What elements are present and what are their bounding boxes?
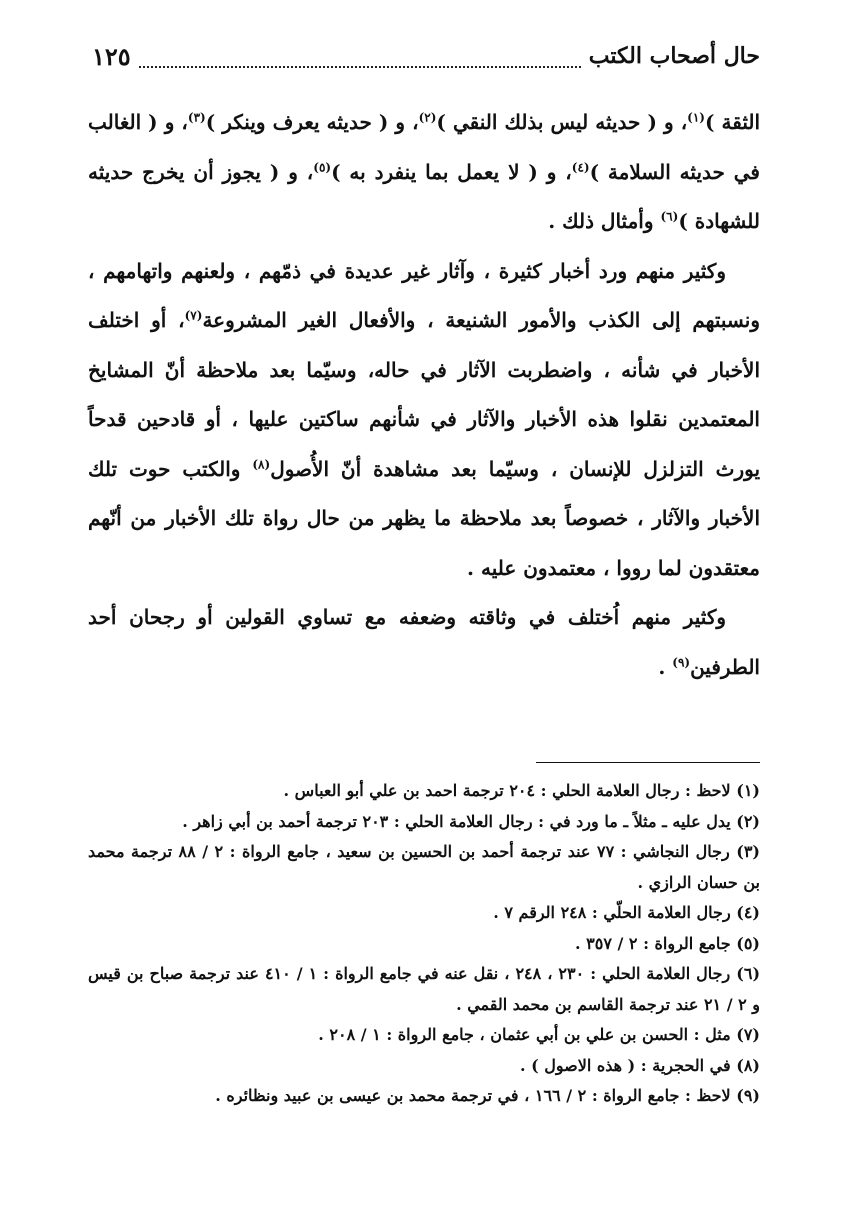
footnote-5 xyxy=(88,929,760,960)
footnote-6 xyxy=(88,959,760,1020)
footnote-text: رجال العلامة الحلّي : ٢٤٨ الرقم ٧ . xyxy=(493,903,731,922)
footnote-ref-4: (٤) xyxy=(571,159,590,174)
footnote-text: مثل : الحسن بن علي بن أبي عثمان ، جامع الرواة : ١ / ٢٠٨ . xyxy=(318,1025,731,1044)
leader-dots xyxy=(139,44,581,68)
text-run: ، و ( لا يعمل بما ينفرد به ) xyxy=(331,159,572,184)
footnote-4 xyxy=(88,898,760,929)
footnote-text: في الحجرية : ( هذه الاصول ) . xyxy=(519,1055,731,1075)
footnote-number: (٣) xyxy=(736,842,760,861)
text-run: ، و ( حديثه يعرف وينكر ) xyxy=(205,110,419,134)
footnote-number: (٩) xyxy=(736,1086,760,1105)
footnote-text: لاحظ : جامع الرواة : ٢ / ١٦٦ ، في ترجمة محمد بن عيسى بن عبيد ونظائره . xyxy=(215,1086,731,1105)
footnote-text: يدل عليه ـ مثلاً ـ ما ورد في : رجال العلامة الحلي : ٢٠٣ ترجمة أحمد بن أبي زاهر . xyxy=(182,811,731,831)
footnote-2 xyxy=(88,807,760,838)
paragraph-3 xyxy=(88,593,760,692)
running-header xyxy=(92,36,760,76)
paragraph-1 xyxy=(88,98,760,247)
main-text xyxy=(88,98,760,692)
footnote-number: (٧) xyxy=(736,1025,760,1044)
footnote-9 xyxy=(88,1081,760,1112)
chapter-title: حال أصحاب الكتب xyxy=(588,43,760,69)
paragraph-2 xyxy=(88,247,760,594)
footnote-text: رجال النجاشي : ٧٧ عند ترجمة أحمد بن الحسين بن سعيد ، جامع الرواة : ٢ / ٨٨ ترجمة محمد بن حسان الرازي . xyxy=(88,842,760,892)
text-run: وكثير منهم ورد أخبار كثيرة ، وآثار غير عديدة في ذمّهم ، ولعنهم واتهامهم ، ونسبتهم إلى الكذب والأمور الشنيعة ، والأفعال الغير المشروعة xyxy=(88,258,761,332)
footnote-number: (٥) xyxy=(736,933,760,953)
footnotes-section xyxy=(88,776,760,1112)
footnote-number: (١) xyxy=(736,781,760,800)
footnote-text: لاحظ : رجال العلامة الحلي : ٢٠٤ ترجمة احمد بن علي أبو العباس . xyxy=(283,781,731,800)
footnote-7 xyxy=(88,1020,760,1051)
footnote-ref-1: (١) xyxy=(687,110,705,125)
footnote-number: (٨) xyxy=(736,1055,760,1075)
footnote-number: (٢) xyxy=(736,811,760,831)
footnote-ref-5: (٥) xyxy=(313,159,332,174)
text-run: والكتب حوت تلك الأخبار والآثار ، خصوصاً بعد ملاحظة ما يظهر من حال رواة تلك الأخبار من أنّهم معتقدون لما رووا ، معتمدون عليه . xyxy=(88,456,760,580)
text-run: . xyxy=(658,654,673,679)
footnote-ref-2: (٢) xyxy=(418,110,437,125)
footnote-text: رجال العلامة الحلي : ٢٣٠ ، ٢٤٨ ، نقل عنه في جامع الرواة : ١ / ٤١٠ عند ترجمة صباح بن قيس و ٢ / ٢١ عند ترجمة القاسم بن محمد القمي . xyxy=(88,964,760,1014)
footnote-ref-8: (٨) xyxy=(252,456,271,471)
text-run: ، و ( الغالب في حديثه السلامة ) xyxy=(88,110,760,184)
text-run: الثقة ) xyxy=(704,110,761,134)
footnote-8 xyxy=(88,1051,760,1082)
footnote-separator xyxy=(536,762,760,763)
footnote-text: جامع الرواة : ٢ / ٣٥٧ . xyxy=(575,933,731,953)
text-run: ، و ( يجوز أن يخرج حديثه للشهادة ) xyxy=(88,159,760,233)
footnote-3 xyxy=(88,837,760,898)
footnote-ref-7: (٧) xyxy=(184,308,203,323)
page-number: ١٢٥ xyxy=(92,41,131,71)
text-run: ، أو اختلف الأخبار في شأنه ، واضطربت الآثار في حاله، وسيّما بعد ملاحظة أنّ المشايخ المعتمدين نقلوا هذه الأخبار والآثار في شأنهم ساكتين عليها ، أو قادحين قدحاً يورث التزلزل للإنسان ، وسيّما بعد مشاهدة أنّ الأُصول xyxy=(88,308,761,481)
footnote-1 xyxy=(88,776,760,807)
footnote-ref-6: (٦) xyxy=(660,209,679,224)
footnote-number: (٦) xyxy=(736,964,761,983)
text-run: وأمثال ذلك . xyxy=(548,209,661,233)
footnote-number: (٤) xyxy=(736,903,760,922)
text-run: ، و ( حديثه ليس بذلك النقي ) xyxy=(436,110,688,134)
text-run: وكثير منهم اُختلف في وثاقته وضعفه مع تساوي القولين أو رجحان أحد الطرفين xyxy=(88,605,760,679)
footnote-ref-9: (٩) xyxy=(672,654,691,669)
footnote-ref-3: (٣) xyxy=(187,110,206,125)
